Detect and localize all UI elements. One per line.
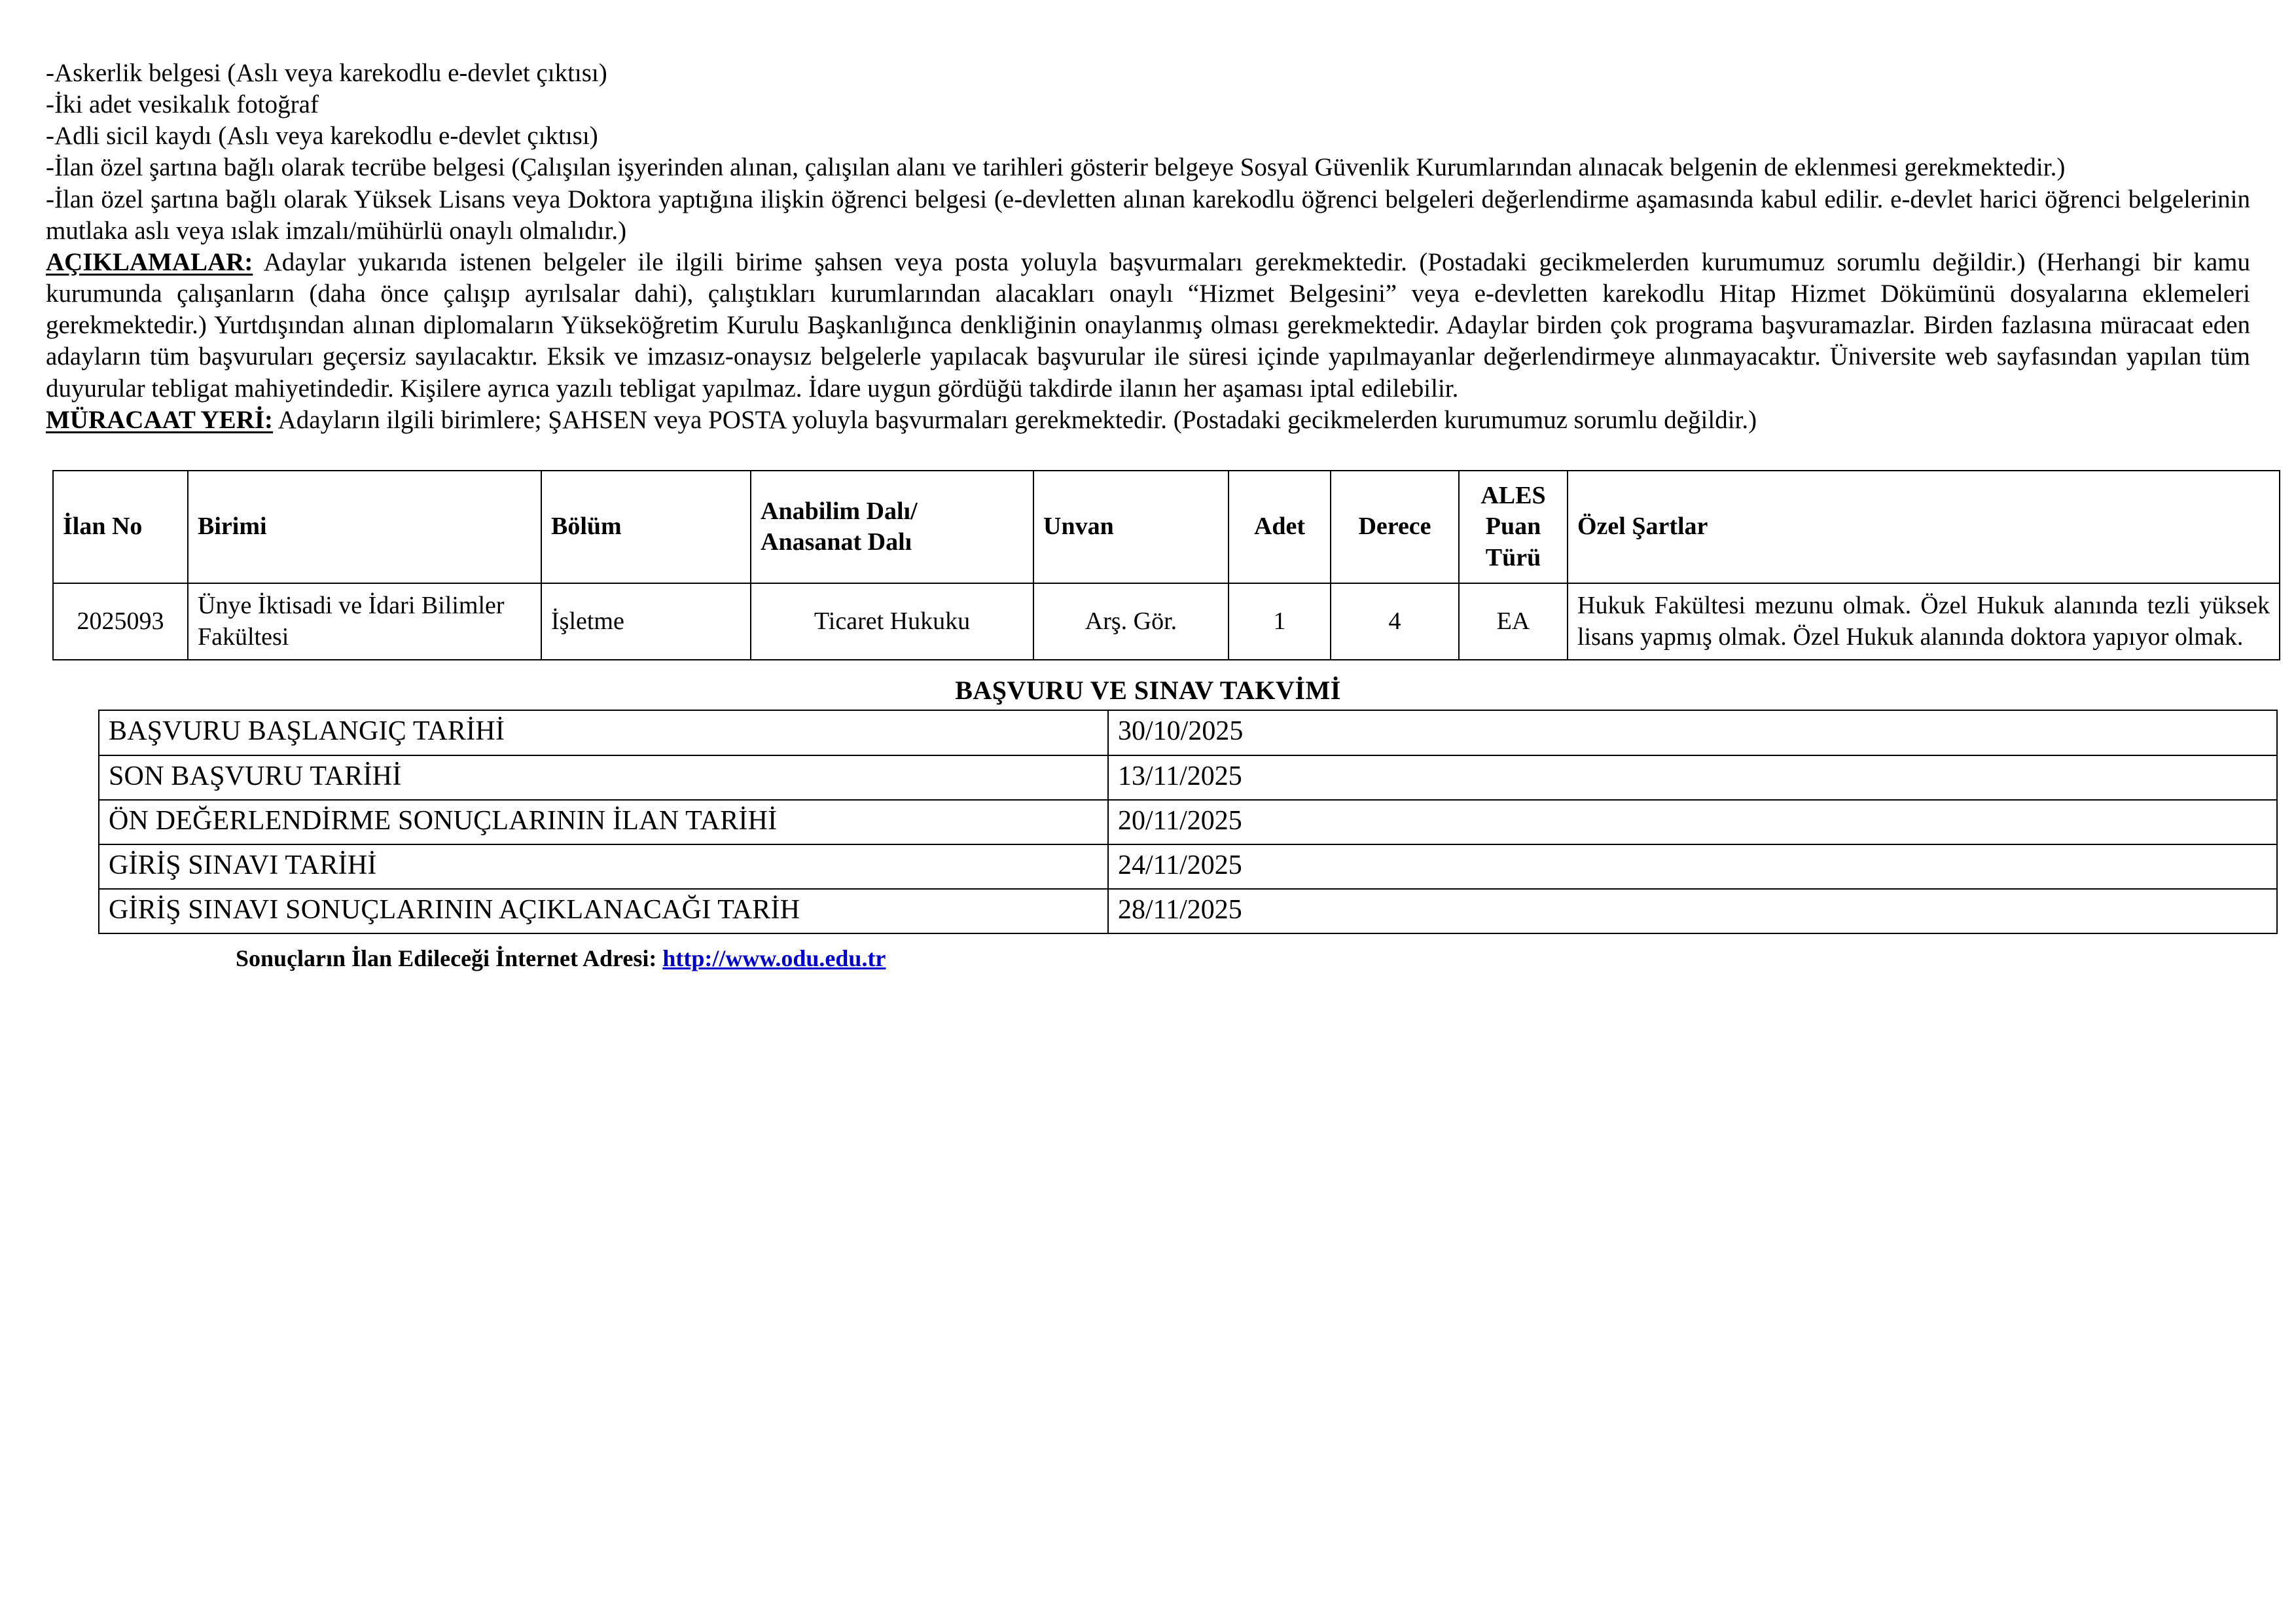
calendar-label-giris-sinavi-sonuc: GİRİŞ SINAVI SONUÇLARININ AÇIKLANACAĞI TARİH: [99, 889, 1108, 933]
results-url-note: [46, 945, 2250, 972]
header-derece: Derece: [1331, 471, 1459, 584]
header-anabilim-line1: Anabilim Dalı/: [761, 497, 918, 525]
calendar-value-on-degerlendirme: 20/11/2025: [1108, 800, 2277, 844]
calendar-value-giris-sinavi-sonuc: 28/11/2025: [1108, 889, 2277, 933]
header-ilan-no: İlan No: [53, 471, 188, 584]
calendar-table-wrapper: [46, 710, 2250, 934]
cell-ozel-sartlar: Hukuk Fakültesi mezunu olmak. Özel Hukuk alanında tezli yüksek lisans yapmış olmak. Özel Hukuk alanında doktora yapıyor olmak.: [1568, 583, 2280, 660]
calendar-title: BAŞVURU VE SINAV TAKVİMİ: [955, 676, 1341, 706]
required-documents-block: [46, 58, 2250, 436]
cell-unvan: Arş. Gör.: [1033, 583, 1229, 660]
calendar-row: [99, 710, 2277, 755]
calendar-value-giris-sinavi: 24/11/2025: [1108, 844, 2277, 889]
header-anabilim-dali: [751, 471, 1033, 584]
cell-derece: 4: [1331, 583, 1459, 660]
header-ales-line1: ALES: [1480, 481, 1546, 509]
cell-ales-puan-turu: EA: [1459, 583, 1568, 660]
calendar-value-basvuru-baslangic: 30/10/2025: [1108, 710, 2277, 755]
results-url-label: Sonuçların İlan Edileceği İnternet Adresi:: [236, 945, 657, 972]
student-certificate-paragraph: -İlan özel şartına bağlı olarak Yüksek Lisans veya Doktora yaptığına ilişkin öğrenci belgesi (e-devletten alınan karekodlu öğrenci belgeleri değerlendirme aşamasında kabul edilir. e-devlet harici öğrenci belgelerinin mutlaka aslı veya ıslak imzalı/mühürlü onaylı olmalıdır.): [46, 185, 2250, 245]
cell-anabilim-dali: Ticaret Hukuku: [751, 583, 1033, 660]
explanations-paragraph: [46, 247, 2250, 405]
application-place-label: MÜRACAAT YERİ:: [46, 405, 274, 434]
cell-birimi: Ünye İktisadi ve İdari Bilimler Fakültesi: [188, 583, 541, 660]
results-url-link[interactable]: http://www.odu.edu.tr: [662, 945, 886, 972]
header-anabilim-line2: Anasanat Dalı: [761, 528, 912, 556]
calendar-row: [99, 800, 2277, 844]
header-ozel-sartlar: Özel Şartlar: [1568, 471, 2280, 584]
table-header-row: [53, 471, 2280, 584]
positions-table-wrapper: [46, 470, 2270, 661]
required-document-item: -Askerlik belgesi (Aslı veya karekodlu e-devlet çıktısı): [46, 59, 607, 87]
application-place-body: Adayların ilgili birimlere; ŞAHSEN veya POSTA yoluyla başvurmaları gerekmektedir. (Postadaki gecikmelerden kurumumuz sorumlu değildir.): [273, 405, 1757, 434]
header-ales-line2: Puan: [1485, 513, 1541, 541]
header-bolum: Bölüm: [541, 471, 751, 584]
explanations-label: AÇIKLAMALAR:: [46, 247, 253, 276]
calendar-label-son-basvuru: SON BAŞVURU TARİHİ: [99, 755, 1108, 800]
cell-adet: 1: [1229, 583, 1331, 660]
required-document-item: -Adli sicil kaydı (Aslı veya karekodlu e-devlet çıktısı): [46, 122, 598, 151]
explanations-body: Adaylar yukarıda istenen belgeler ile ilgili birime şahsen veya posta yoluyla başvurmaları gerekmektedir. (Postadaki gecikmelerden kurumumuz sorumlu değildir.) (Herhangi bir kamu kurumunda çalışanların (daha önce çalışıp ayrılsalar dahi), çalıştıkları kurumlarından alacakları onaylı “Hizmet Belgesini” veya e-devletten karekodlu Hitap Hizmet Dökümünü dosyalarına eklemeleri gerekmektedir.) Yurtdışından alınan diplomaların Yükseköğretim Kurulu Başkanlığınca denkliğinin onaylanmış olması gerekmektedir. Adaylar birden çok programa başvuramazlar. Birden fazlasına müracaat eden adayların tüm başvuruları geçersiz sayılacaktır. Eksik ve imzasız-onaysız belgelerle yapılacak başvurular ile süresi içinde yapılmayanlar değerlendirmeye alınmayacaktır. Üniversite web sayfasından yapılan tüm duyurular tebligat mahiyetindedir. Kişilere ayrıca yazılı tebligat yapılmaz. İdare uygun gördüğü takdirde ilanın her aşaması iptal edilebilir.: [46, 247, 2250, 403]
table-row: [53, 583, 2280, 660]
cell-ilan-no: 2025093: [53, 583, 188, 660]
calendar-table: [98, 710, 2278, 934]
positions-table: [52, 470, 2280, 661]
calendar-row: [99, 844, 2277, 889]
header-birimi: Birimi: [188, 471, 541, 584]
calendar-row: [99, 755, 2277, 800]
header-ales-puan-turu: [1459, 471, 1568, 584]
header-adet: Adet: [1229, 471, 1331, 584]
calendar-label-giris-sinavi: GİRİŞ SINAVI TARİHİ: [99, 844, 1108, 889]
calendar-label-on-degerlendirme: ÖN DEĞERLENDİRME SONUÇLARININ İLAN TARİHİ: [99, 800, 1108, 844]
experience-document-paragraph: -İlan özel şartına bağlı olarak tecrübe belgesi (Çalışılan işyerinden alınan, çalışılan alanı ve tarihleri gösterir belgeye Sosyal Güvenlik Kurumlarından alınacak belgenin de eklenmesi gerekmektedir.): [46, 153, 2066, 182]
application-place-paragraph: [46, 405, 2250, 436]
calendar-value-son-basvuru: 13/11/2025: [1108, 755, 2277, 800]
positions-table-body: [53, 583, 2280, 660]
header-ales-line3: Türü: [1485, 543, 1541, 571]
calendar-row: [99, 889, 2277, 933]
required-document-item: -İki adet vesikalık fotoğraf: [46, 90, 319, 119]
positions-table-head: [53, 471, 2280, 584]
cell-bolum: İşletme: [541, 583, 751, 660]
header-unvan: Unvan: [1033, 471, 1229, 584]
calendar-label-basvuru-baslangic: BAŞVURU BAŞLANGIÇ TARİHİ: [99, 710, 1108, 755]
